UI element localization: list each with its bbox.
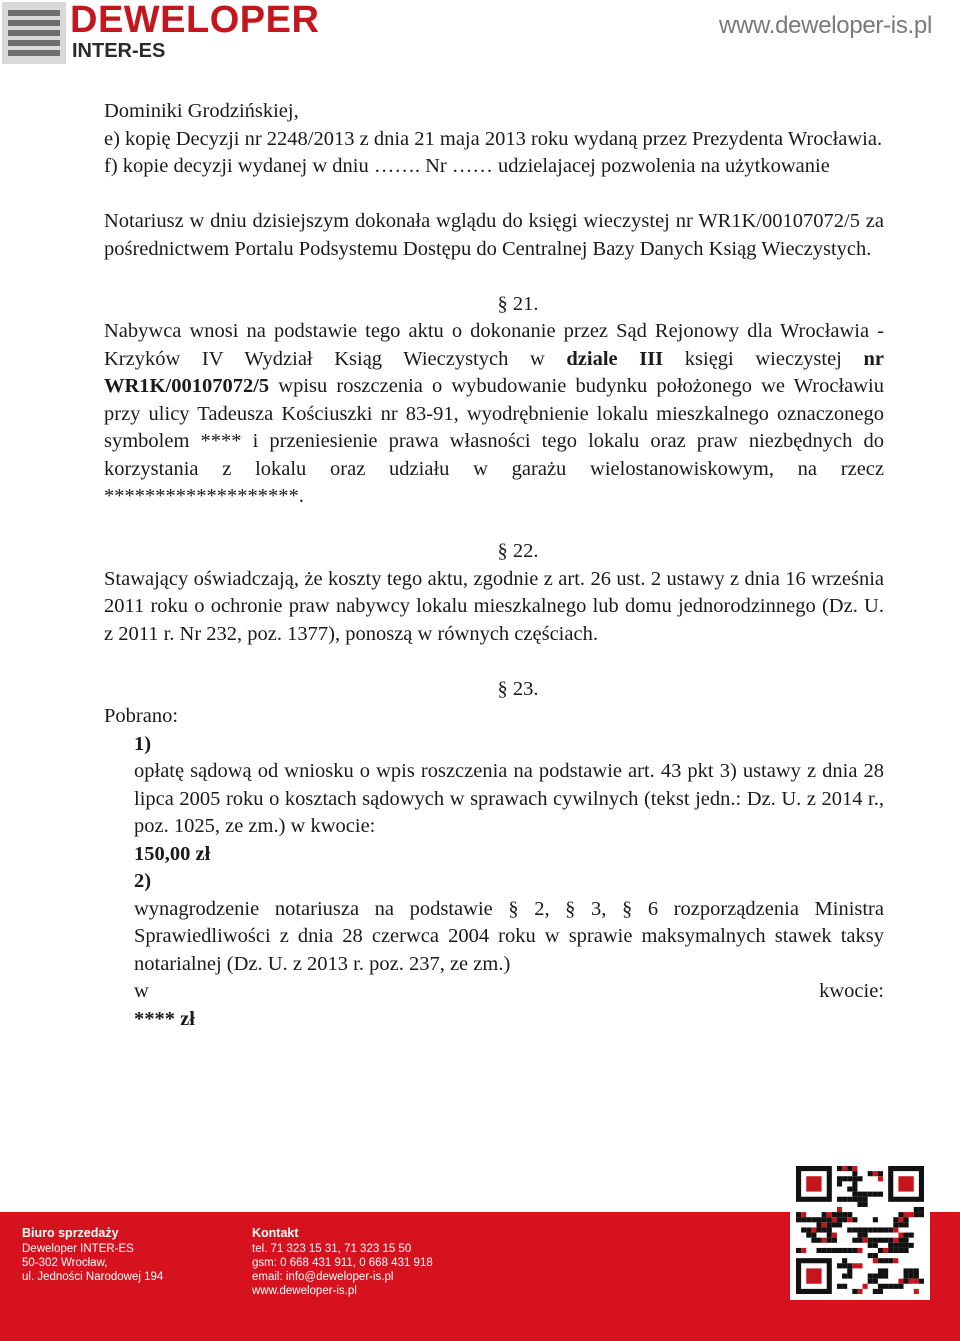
section-22-heading: § 22. xyxy=(497,540,539,562)
fee-item-1-text: opłatę sądową od wniosku o wpis roszczenia na podstawie art. 43 pkt 3) ustawy z dnia 28 lipca 2005 roku o kosztach sądowych w sprawach cywilnych (tekst jedn.: Dz. U. z 2014 r., poz. 1025, ze zm.) w kwocie: xyxy=(134,760,884,837)
brand-name: DEWELOPER xyxy=(70,0,320,41)
sales-office-line: ul. Jedności Narodowej 194 xyxy=(22,1271,164,1283)
fee-item-2-text: wynagrodzenie notariusza na podstawie § 2, § 3, § 6 rozporządzenia Ministra Sprawiedliwości z dnia 28 czerwca 2004 roku w sprawie maksymalnych stawek taksy notarialnej (Dz. U. z 2013 r. poz. 237, ze zm.) xyxy=(134,897,884,975)
line-recipient: Dominiki Grodzińskiej, xyxy=(104,100,299,122)
section-21-paragraph: Nabywca wnosi na podstawie tego aktu o dokonanie przez Sąd Rejonowy dla Wrocławia - Krzyków IV Wydział Ksiąg Wieczystych w dziale III księgi wieczystej nr WR1K/00107072/5 wpisu roszczenia o wybudowanie budynku położonego we Wrocławiu przy ulicy Tadeusza Kościuszki nr 83-91, wyodrębnienie lokalu mieszkalnego oznaczonego symbolem **** i przeniesienie prawa własności tego lokalu oraz praw niezbędnych do korzystania z lokalu oraz udziału w garażu wielostanowiskowym, na rzecz *******************. xyxy=(104,320,884,507)
section-22-paragraph: Stawający oświadczają, że koszty tego aktu, zgodnie z art. 26 ust. 2 ustawy z dnia 16 września 2011 roku o ochronie praw nabywcy lokalu mieszkalnego lub domu jednorodzinnego (Dz. U. z 2011 r. Nr 232, poz. 1377), ponoszą w równych częściach. xyxy=(104,567,884,645)
contact-gsm[interactable]: gsm: 0 668 431 911, 0 668 431 918 xyxy=(252,1257,433,1269)
item-f: f) kopie decyzji wydanej w dniu ……. Nr …… udzielajacej pozwolenia na użytkowanie xyxy=(104,155,830,177)
contact-phone[interactable]: tel. 71 323 15 31, 71 323 15 50 xyxy=(252,1243,412,1255)
fee-item-2-kwocie-line: w kwocie: xyxy=(134,980,884,1002)
qr-code-graphic xyxy=(796,1166,924,1294)
brand-subtitle: INTER-ES xyxy=(72,40,166,62)
sales-office-line: 50-302 Wrocław, xyxy=(22,1257,108,1269)
sales-office-line: Deweloper INTER-ES xyxy=(22,1243,134,1255)
building-logo-icon xyxy=(2,2,66,64)
section-21-heading: § 21. xyxy=(497,292,539,315)
contact-block xyxy=(252,1226,433,1298)
sales-office-block xyxy=(22,1226,163,1284)
document-body xyxy=(104,98,884,1033)
fee-list xyxy=(104,731,884,1034)
fee-item-1-amount: 150,00 zł xyxy=(134,842,211,865)
sales-office-title: Biuro sprzedaży xyxy=(22,1226,119,1240)
qr-code-icon xyxy=(790,1160,930,1300)
fee-item-2-number: 2) xyxy=(134,870,152,892)
contact-title: Kontakt xyxy=(252,1226,299,1240)
site-url[interactable]: www.deweloper-is.pl xyxy=(718,12,932,39)
notary-paragraph: Notariusz w dniu dzisiejszym dokonała wglądu do księgi wieczystej nr WR1K/00107072/5 za pośrednictwem Portalu Podsystemu Dostępu do Centralnej Bazy Danych Ksiąg Wieczystych. xyxy=(104,210,884,260)
section-23-heading: § 23. xyxy=(497,677,539,700)
contact-website[interactable]: www.deweloper-is.pl xyxy=(252,1285,357,1297)
page-header xyxy=(0,0,960,70)
contact-email[interactable]: email: info@deweloper-is.pl xyxy=(252,1271,394,1283)
item-e: e) kopię Decyzji nr 2248/2013 z dnia 21 maja 2013 roku wydaną przez Prezydenta Wrocławia. xyxy=(104,127,883,150)
fee-item-2-amount: **** zł xyxy=(134,1007,195,1030)
pobrano-label: Pobrano: xyxy=(104,705,179,727)
fee-item-1-number: 1) xyxy=(134,732,152,755)
